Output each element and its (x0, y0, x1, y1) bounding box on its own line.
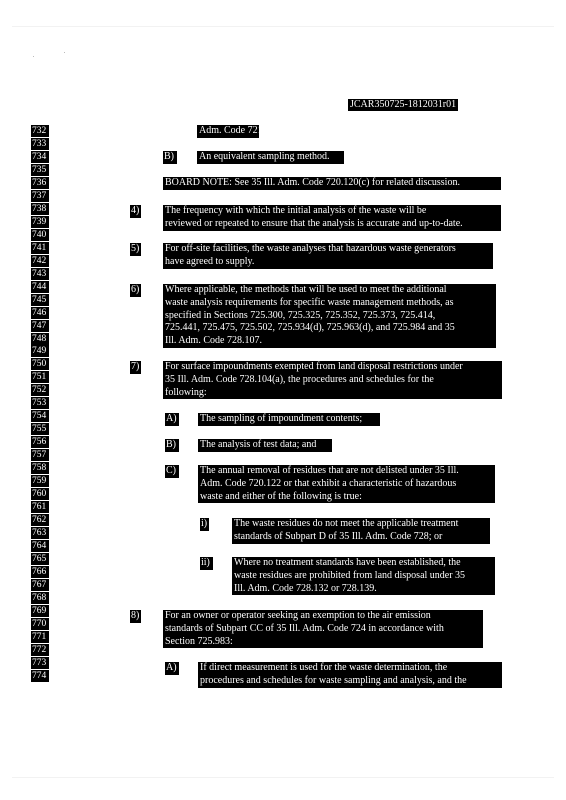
line-number: 751 (31, 371, 49, 383)
list-marker: A) (165, 413, 179, 426)
line-number: 772 (31, 644, 49, 656)
top-border-line (12, 26, 554, 27)
list-marker: ii) (200, 557, 213, 570)
text-line: The waste residues do not meet the applicable treatment (234, 518, 459, 529)
line-number: 750 (31, 358, 49, 370)
line-number: 774 (31, 670, 49, 682)
text-line: For an owner or operator seeking an exemption to the air emission (165, 610, 431, 621)
line-number: 755 (31, 423, 49, 435)
line-number: 732 (31, 125, 49, 137)
text-line: waste analysis requirements for specific waste management methods, as (165, 296, 454, 308)
text-block (163, 610, 483, 648)
text-line: Where no treatment standards have been established, the (234, 557, 461, 568)
text-line: Section 725.983: (165, 635, 233, 647)
line-number: 765 (31, 553, 49, 565)
text-block (198, 465, 495, 503)
line-number: 749 (31, 345, 49, 357)
list-marker: 7) (131, 361, 140, 372)
text-line: Ill. Adm. Code 728.132 or 728.139. (234, 582, 377, 594)
line-number: 763 (31, 527, 49, 539)
line-number: 735 (31, 164, 49, 176)
line-number: 758 (31, 462, 49, 474)
line-number: 754 (31, 410, 49, 422)
text-line: have agreed to supply. (165, 255, 255, 267)
document-id-header: JCAR350725-1812031r01 (350, 99, 457, 110)
text-line: following: (165, 386, 207, 398)
text-line: Adm. Code 720.122 or that exhibit a characteristic of hazardous (200, 477, 457, 489)
list-marker: C) (165, 465, 179, 478)
text-block (197, 125, 277, 138)
line-number: 738 (31, 203, 49, 215)
text-block (163, 284, 496, 348)
line-number: 762 (31, 514, 49, 526)
line-number: 739 (31, 216, 49, 228)
text-block (198, 662, 502, 688)
line-number: 745 (31, 294, 49, 306)
list-marker: A) (165, 662, 179, 675)
text-line: Where applicable, the methods that will be used to meet the additional (165, 284, 447, 295)
line-number: 760 (31, 488, 49, 500)
text-block (163, 243, 493, 269)
text-line: The analysis of test data; and (200, 439, 317, 450)
board-note (163, 177, 501, 190)
text-block (163, 361, 502, 399)
text-line: waste and either of the following is true: (200, 490, 362, 502)
text-block (232, 557, 495, 595)
text-line: For off-site facilities, the waste analyses that hazardous waste generators (165, 243, 456, 254)
line-number: 753 (31, 397, 49, 409)
text-line: standards of Subpart D of 35 Ill. Adm. Code 728; or (234, 530, 443, 542)
line-number: 743 (31, 268, 49, 280)
line-number: 733 (31, 138, 49, 150)
line-number: 741 (31, 242, 49, 254)
text-line: The annual removal of residues that are not delisted under 35 Ill. (200, 465, 459, 476)
text-line: The frequency with which the initial analysis of the waste will be (165, 205, 427, 216)
list-marker: 4) (131, 205, 140, 216)
line-number: 752 (31, 384, 49, 396)
text-block (232, 518, 490, 544)
text-line: procedures and schedules for waste sampling and analysis, and the (200, 674, 467, 686)
bottom-border-line (12, 777, 554, 778)
list-marker: 5) (131, 243, 140, 254)
line-number: 773 (31, 657, 49, 669)
text-line: Adm. Code 721; or (199, 125, 277, 136)
text-line: reviewed or repeated to ensure that the analysis is accurate and up-to-date. (165, 217, 463, 229)
line-number: 769 (31, 605, 49, 617)
text-block (163, 205, 501, 231)
list-marker: B) (165, 439, 179, 452)
text-line: BOARD NOTE: See 35 Ill. Adm. Code 720.120(c) for related discussion. (165, 177, 460, 188)
line-number: 742 (31, 255, 49, 267)
line-number: 737 (31, 190, 49, 202)
line-number: 771 (31, 631, 49, 643)
text-line: Ill. Adm. Code 728.107. (165, 335, 262, 347)
text-block (198, 413, 380, 426)
line-number: 764 (31, 540, 49, 552)
line-number: 747 (31, 320, 49, 332)
line-number: 768 (31, 592, 49, 604)
line-number: 744 (31, 281, 49, 293)
line-number: 740 (31, 229, 49, 241)
line-number: 734 (31, 151, 49, 163)
text-line: 35 Ill. Adm. Code 728.104(a), the procedures and schedules for the (165, 373, 434, 385)
text-line: waste residues are prohibited from land disposal under 35 (234, 569, 466, 581)
text-line: specified in Sections 725.300, 725.325, 725.352, 725.373, 725.414, (165, 309, 436, 321)
line-number: 748 (31, 333, 49, 345)
line-number: 756 (31, 436, 49, 448)
line-number: 767 (31, 579, 49, 591)
scan-speck (33, 56, 34, 57)
text-line: An equivalent sampling method. (199, 151, 330, 162)
text-line: If direct measurement is used for the waste determination, the (200, 662, 448, 673)
text-line: standards of Subpart CC of 35 Ill. Adm. Code 724 in accordance with (165, 622, 444, 634)
list-marker: 8) (131, 610, 140, 621)
line-number: 761 (31, 501, 49, 513)
list-marker: B) (163, 151, 177, 164)
text-line: For surface impoundments exempted from land disposal restrictions under (165, 361, 463, 372)
line-number: 746 (31, 307, 49, 319)
line-number: 766 (31, 566, 49, 578)
text-block (198, 439, 332, 452)
line-number: 757 (31, 449, 49, 461)
scan-speck (64, 52, 65, 53)
list-marker: i) (201, 518, 208, 529)
line-number: 759 (31, 475, 49, 487)
line-number: 736 (31, 177, 49, 189)
text-line: 725.441, 725.475, 725.502, 725.934(d), 725.963(d), and 725.984 and 35 (165, 322, 455, 334)
text-block (197, 151, 344, 164)
list-marker: 6) (131, 284, 140, 295)
text-line: The sampling of impoundment contents; (200, 413, 363, 424)
line-number: 770 (31, 618, 49, 630)
